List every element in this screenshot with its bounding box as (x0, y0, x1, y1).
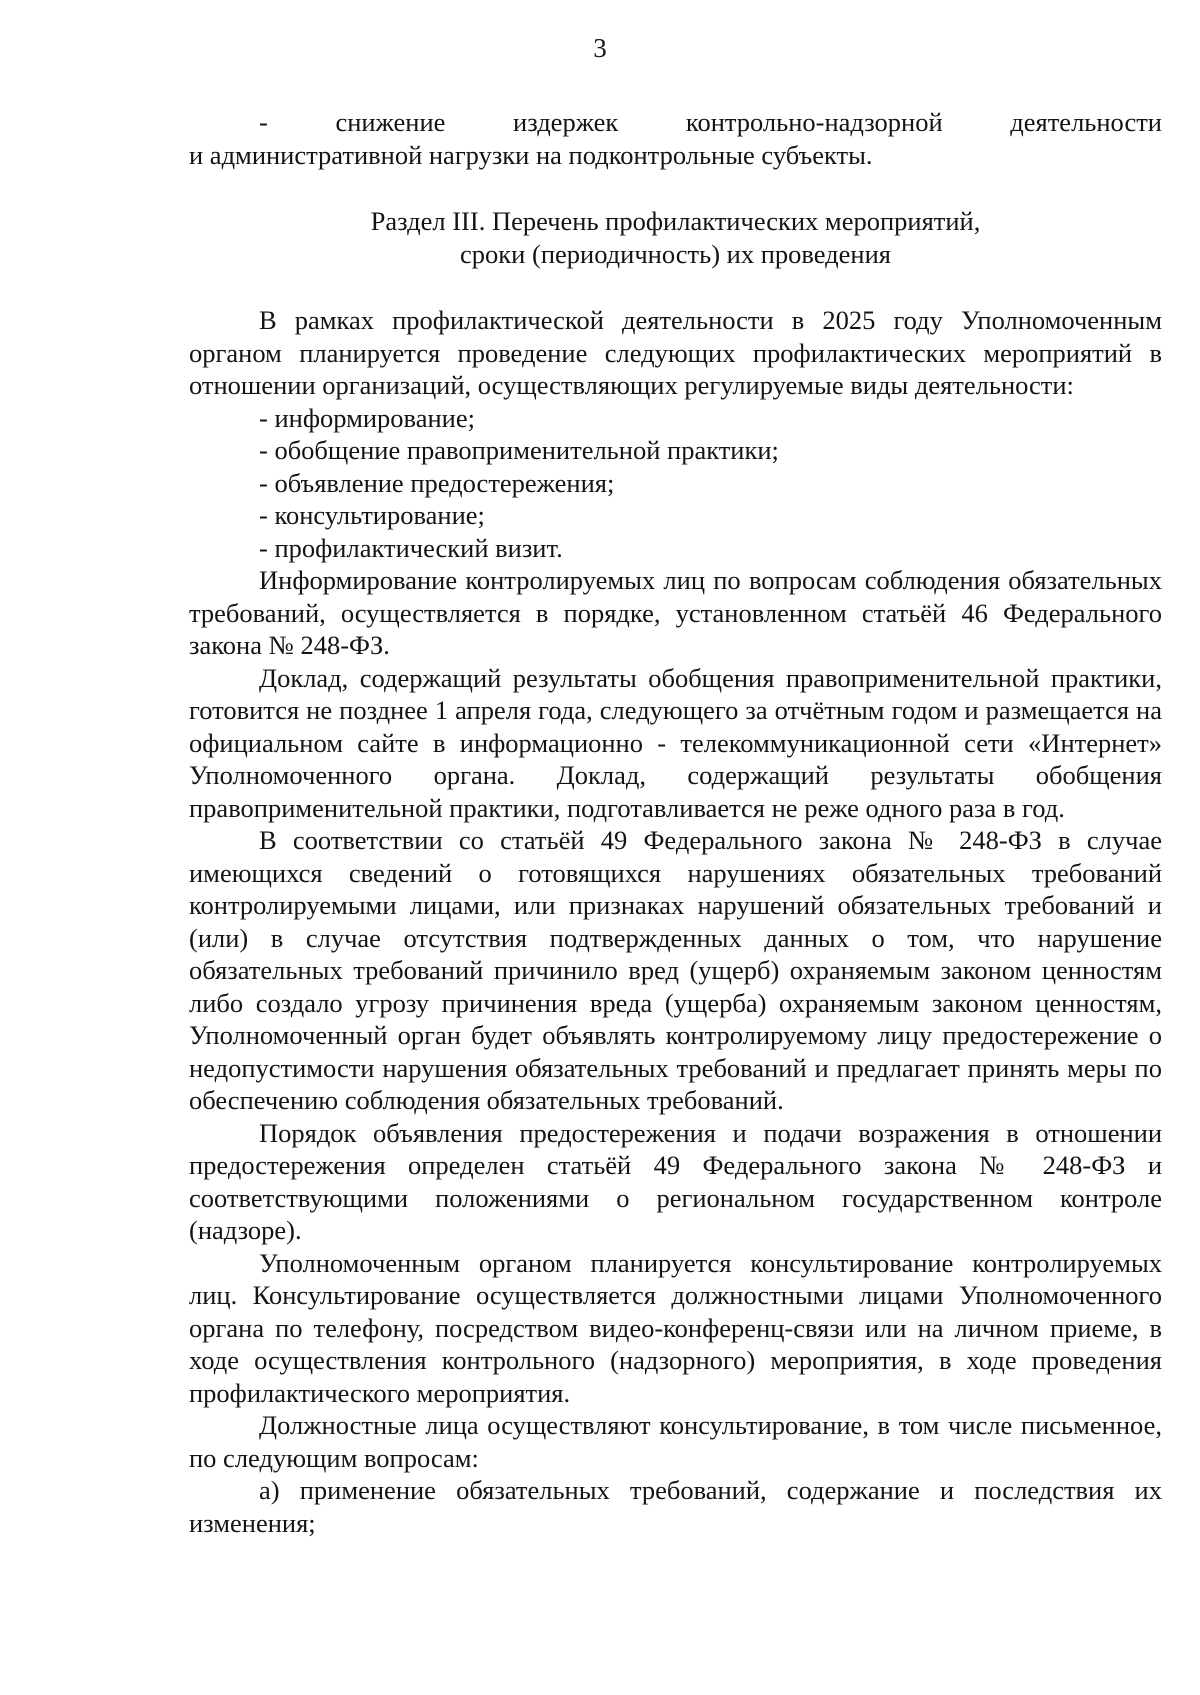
list-item: - консультирование; (259, 500, 485, 530)
paragraph-informing: Информирование контролируемых лиц по вопросам соблюдения обязательных требований, осуществляется в порядке, установленном статьёй 46 Федерального закона № 248-ФЗ. (189, 565, 1162, 660)
intro-line-1: - снижение издержек контрольно-надзорной деятельности (259, 107, 1162, 137)
section-heading-line-1: Раздел III. Перечень профилактических мероприятий, (370, 206, 981, 236)
paragraph-report: Доклад, содержащий результаты обобщения правоприменительной практики, готовится не позднее 1 апреля года, следующего за отчётным годом и размещается на официальном сайте в информационно - телекоммуникационной сети «Интернет» Уполномоченного органа. Доклад, содержащий результаты обобщения правоприменительной практики, подготавливается не реже одного раза в год. (189, 662, 1162, 823)
measures-list (189, 402, 1162, 565)
list-item: - объявление предостережения; (259, 467, 615, 498)
list-item: - обобщение правоприменительной практики; (259, 435, 779, 465)
paragraph-warning: В соответствии со статьёй 49 Федерального закона № 248-ФЗ в случае имеющихся сведений о готовящихся нарушениях обязательных требований контролируемыми лицами, или признаках нарушений обязательных требований и (или) в случае отсутствия подтвержденных данных о том, что нарушение обязательных требований причинило вред (ущерб) охраняемым законом ценностям либо создало угрозу причинения вреда (ущерба) охраняемым законом ценностям, Уполномоченный орган будет объявлять контролируемому лицу предостережение о недопустимости нарушения обязательных требований и предлагает принять меры по обеспечению соблюдения обязательных требований. (189, 825, 1162, 1115)
section-heading-line-2: сроки (периодичность) их проведения (460, 238, 891, 269)
paragraph-measures-intro: В рамках профилактической деятельности в 2025 году Уполномоченным органом планируется проведение следующих профилактических мероприятий в отношении организаций, осуществляющих регулируемые виды деятельности: (189, 305, 1162, 400)
list-item: - профилактический визит. (259, 532, 563, 563)
page-number: 3 (593, 33, 607, 63)
paragraph-warning-procedure: Порядок объявления предостережения и подачи возражения в отношении предостережения определен статьёй 49 Федерального закона № 248-ФЗ и соответствующими положениями о региональном государственном контроле (надзоре). (189, 1117, 1162, 1245)
paragraph-topic-a: а) применение обязательных требований, содержание и последствия их изменения; (189, 1475, 1162, 1538)
section-heading (189, 205, 1162, 270)
intro-paragraph (189, 106, 1162, 171)
intro-line-2: и административной нагрузки на подконтрольные субъекты. (189, 139, 873, 170)
document-body (189, 106, 1162, 1539)
paragraph-consulting: Уполномоченным органом планируется консультирование контролируемых лиц. Консультирование осуществляется должностными лицами Уполномоченного органа по телефону, посредством видео-конференц-связи или на личном приеме, в ходе осуществления контрольного (надзорного) мероприятия, в ходе проведения профилактического мероприятия. (189, 1247, 1162, 1408)
paragraph-consulting-topics: Должностные лица осуществляют консультирование, в том числе письменное, по следующим вопросам: (189, 1410, 1162, 1473)
list-item: - информирование; (259, 402, 475, 433)
